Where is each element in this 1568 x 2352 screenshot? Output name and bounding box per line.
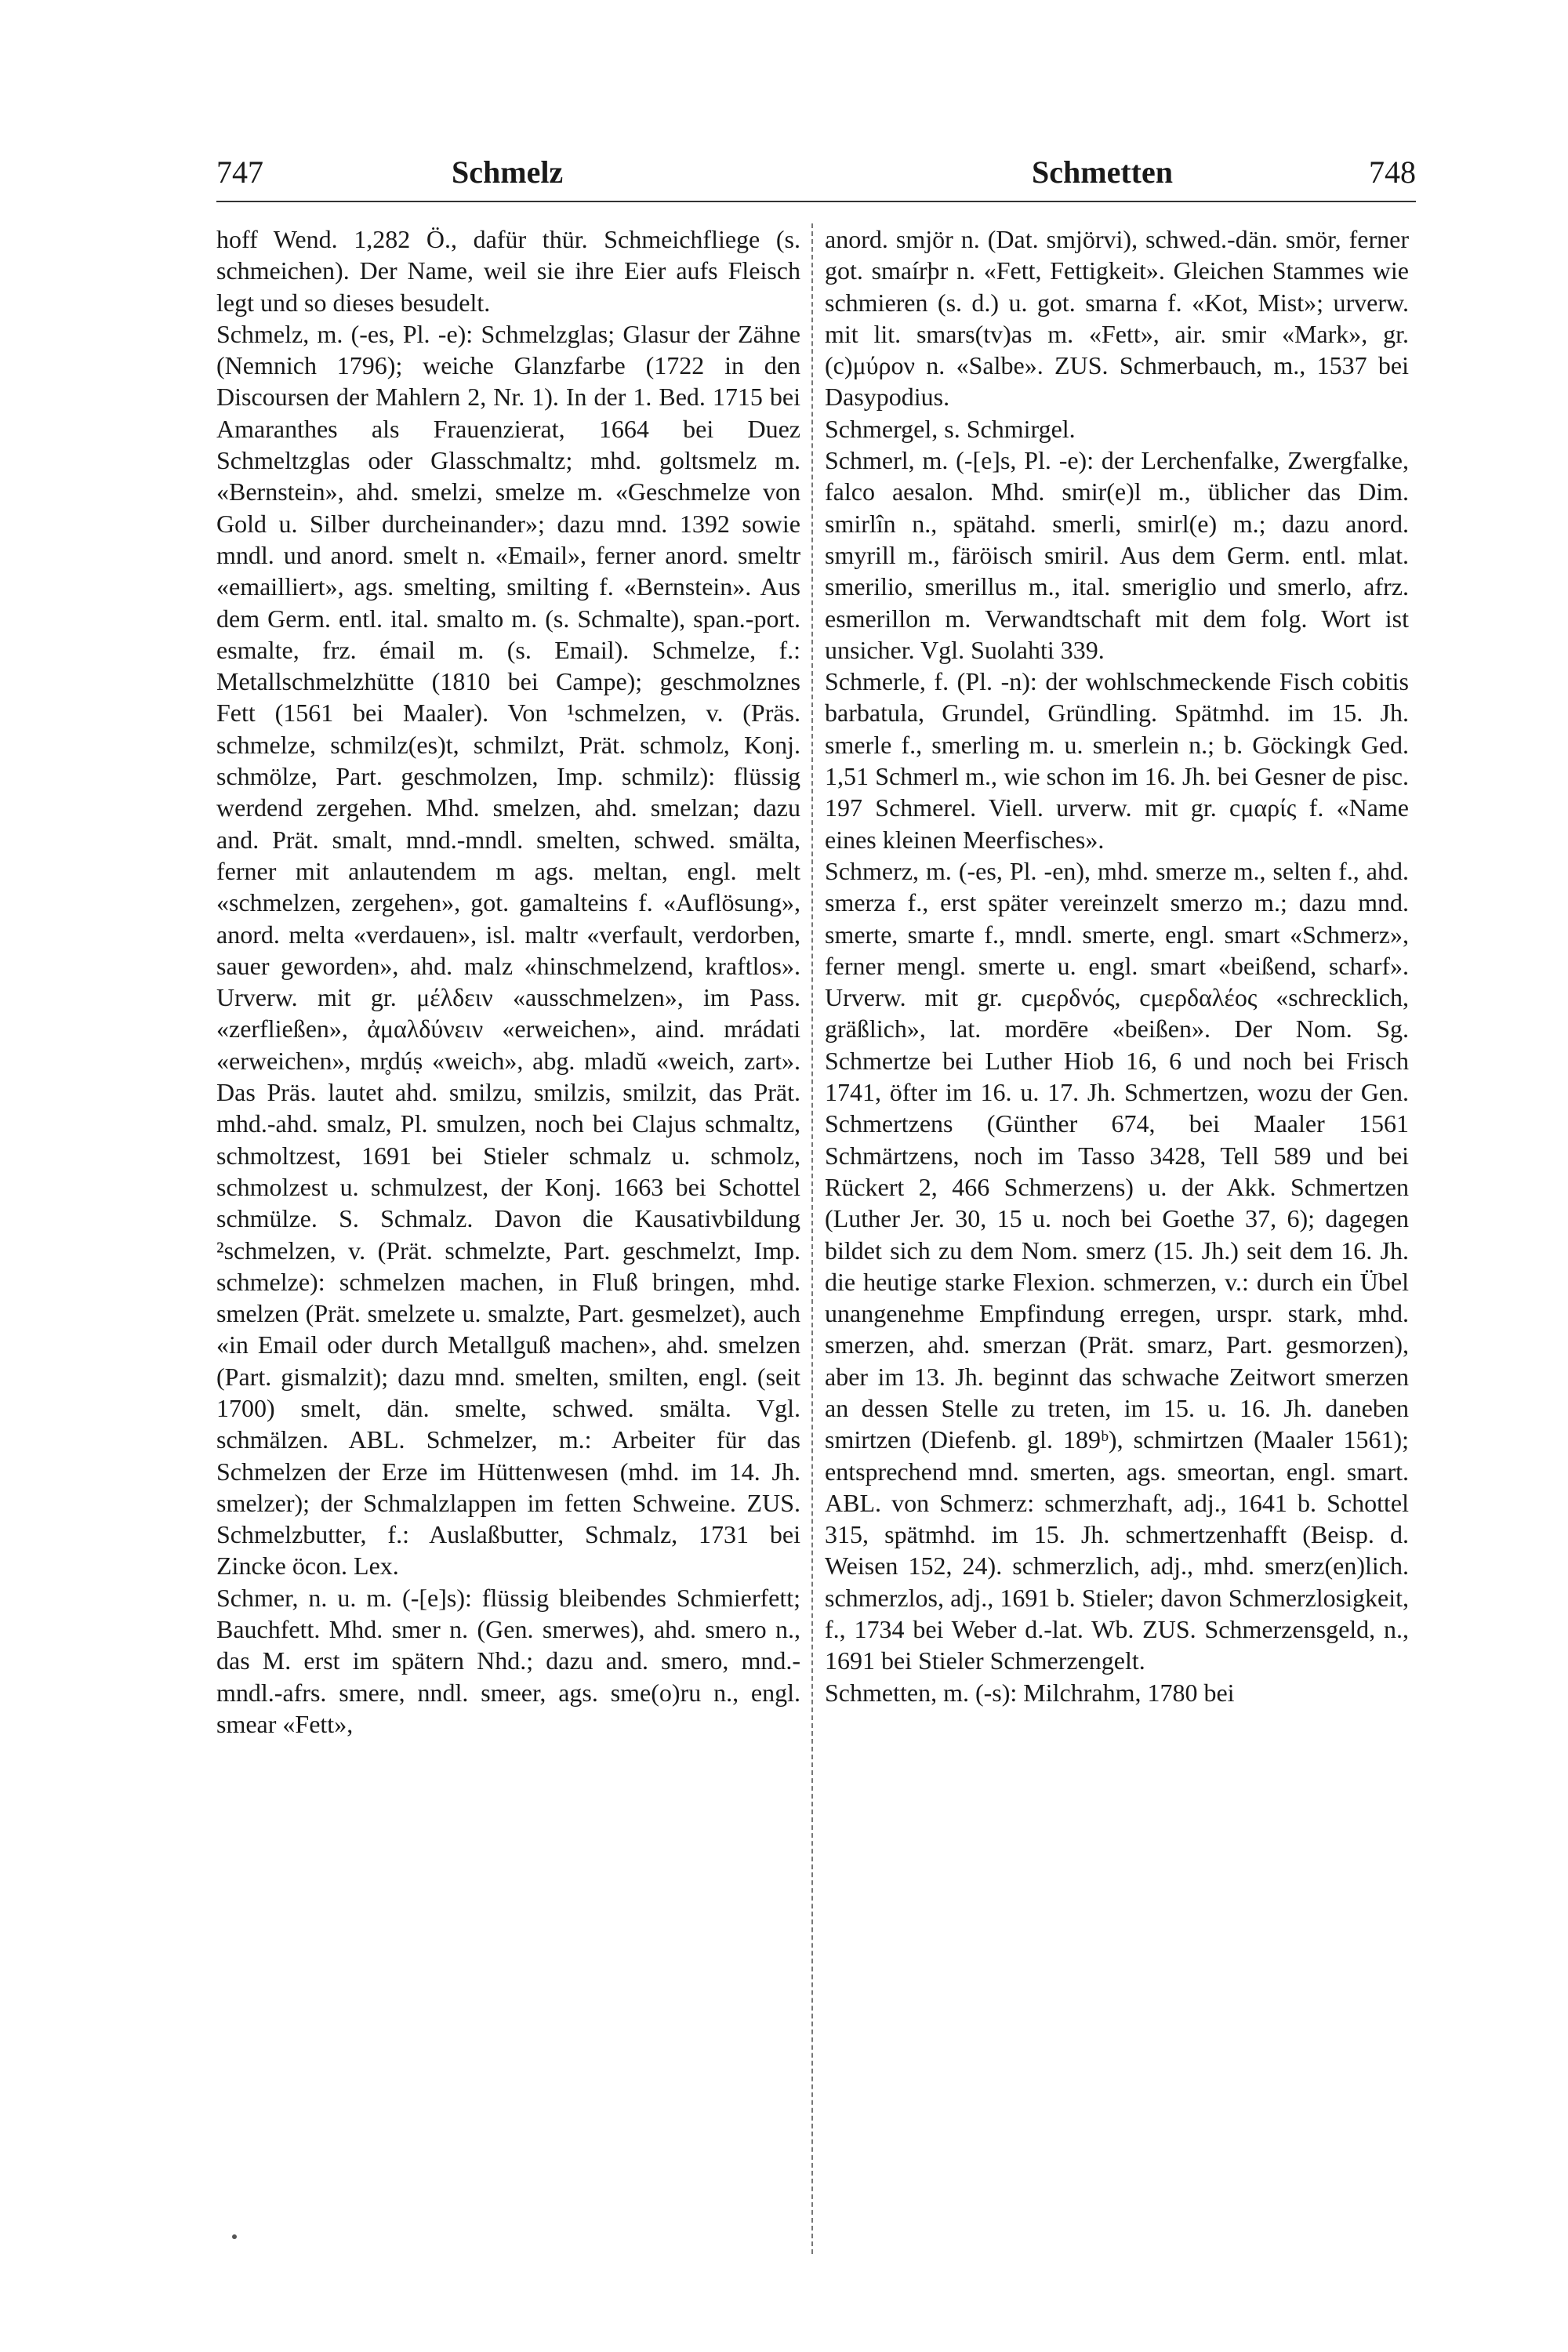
entry-paragraph: hoff Wend. 1,282 Ö., dafür thür. Schmeichfliege (s. schmeichen). Der Name, weil sie ihre Eier aufs Fleisch legt und so dieses besudelt. [216, 225, 800, 317]
entry-paragraph: anord. smjör n. (Dat. smjörvi), schwed.-dän. smör, ferner got. smaírþr n. «Fett, Fettigkeit». Gleichen Stammes wie schmieren (s. d.) u. got. smarna f. «Kot, Mist»; urverw. mit lit. smars(tv)as m. «Fett», air. smir «Mark», gr. (c)μύρον n. «Salbe». ZUS. Schmerbauch, m., 1537 bei Dasypodius. [825, 225, 1409, 412]
right-column [825, 223, 1409, 2254]
running-header [216, 154, 1416, 201]
entry-paragraph: Schmerle, f. (Pl. -n): der wohlschmeckende Fisch cobitis barbatula, Grundel, Gründling. Spätmhd. im 15. Jh. smerle f., smerling m. u. smerlein n.; b. Göckingk Ged. 1,51 Schmerl m., wie schon im 16. Jh. bei Gesner de pisc. 197 Schmerel. Viell. urverw. mit gr. cμαρίς f. «Name eines kleinen Meerfisches». [825, 667, 1409, 854]
entry-paragraph: Schmerl, m. (-[e]s, Pl. -e): der Lerchenfalke, Zwergfalke, falco aesalon. Mhd. smir(e)l m., üblicher das Dim. smirlîn n., spätahd. smerli, smirl(e) m.; dazu anord. smyrill m., färöisch smiril. Aus dem Germ. entl. mlat. smerilio, smerillus m., ital. smeriglio und smerlo, afrz. esmerillon m. Verwandtschaft mit dem folg. Wort ist unsicher. Vgl. Suolahti 339. [825, 446, 1409, 664]
page-number-left: 747 [216, 154, 263, 190]
page-number-right: 748 [1369, 154, 1416, 190]
guide-word-right: Schmetten [1032, 154, 1173, 190]
guide-word-left: Schmelz [452, 154, 564, 190]
entry-paragraph: Schmetten, m. (-s): Milchrahm, 1780 bei [825, 1678, 1235, 1707]
left-column [216, 223, 800, 2254]
entry-paragraph: Schmerz, m. (-es, Pl. -en), mhd. smerze m., selten f., ahd. smerza f., erst später vereinzelt smerzo m.; dazu mnd. smerte, smarte f., mndl. smerte, engl. smart «Schmerz», ferner mengl. smerte u. engl. smart «beißend, scharf». Urverw. mit gr. cμερδνός, cμερδαλέος «schrecklich, gräßlich», lat. mordēre «beißen». Der Nom. Sg. Schmertze bei Luther Hiob 16, 6 und noch bei Frisch 1741, öfter im 16. u. 17. Jh. Schmertzen, wozu der Gen. Schmertzens (Günther 674, bei Maaler 1561 Schmärtzens, noch im Tasso 3428, Tell 589 und bei Rückert 2, 466 Schmerzens) u. der Akk. Schmertzen (Luther Jer. 30, 15 u. noch bei Goethe 37, 6); dagegen bildet sich zu dem Nom. smerz (15. Jh.) seit dem 16. Jh. die heutige starke Flexion. schmerzen, v.: durch ein Übel unangenehme Empfindung erregen, urspr. stark, mhd. smerzen, ahd. smerzan (Prät. smarz, Part. gesmorzen), aber im 13. Jh. beginnt das schwache Zeitwort smerzen an dessen Stelle zu treten, im 15. u. 16. Jh. daneben smirtzen (Diefenb. gl. 189ᵇ), schmirtzen (Maaler 1561); entsprechend mnd. smerten, ags. smeortan, engl. smart. ABL. von Schmerz: schmerzhaft, adj., 1641 b. Schottel 315, spätmhd. im 15. Jh. schmertzenhafft (Beisp. d. Weisen 152, 24). schmerzlich, adj., mhd. smerz(en)lich. schmerzlos, adj., 1691 b. Stieler; davon Schmerzlosigkeit, f., 1734 bei Weber d.-lat. Wb. ZUS. Schmerzensgeld, n., 1691 bei Stieler Schmerzengelt. [825, 856, 1409, 1675]
entry-paragraph: Schmergel, s. Schmirgel. [825, 414, 1076, 443]
entry-paragraph: Schmelz, m. (-es, Pl. -e): Schmelzglas; Glasur der Zähne (Nemnich 1796); weiche Glanzfarbe (1722 in den Discoursen der Mahlern 2, Nr. 1). In der 1. Bed. 1715 bei Amaranthes als Frauenzierat, 1664 bei Duez Schmeltzglas oder Glasschmaltz; mhd. goltsmelz m. «Bernstein», ahd. smelzi, smelze m. «Geschmelze von Gold u. Silber durcheinander»; dazu mnd. 1392 sowie mndl. und anord. smelt n. «Email», ferner anord. smeltr «emailliert», ags. smelting, smilting f. «Bernstein». Aus dem Germ. entl. ital. smalto m. (s. Schmalte), span.-port. esmalte, frz. émail m. (s. Email). Schmelze, f.: Metallschmelzhütte (1810 bei Campe); geschmolznes Fett (1561 bei Maaler). Von ¹schmelzen, v. (Präs. schmelze, schmilz(es)t, schmilzt, Prät. schmolz, Konj. schmölze, Part. geschmolzen, Imp. schmilz): flüssig werdend zergehen. Mhd. smelzen, ahd. smelzan; dazu and. Prät. smalt, mnd.-mndl. smelten, schwed. smälta, ferner mit anlautendem m ags. meltan, engl. melt «schmelzen, zergehen», got. gamalteins f. «Auflösung», anord. melta «verdauen», isl. maltr «verfault, verdorben, sauer geworden», ahd. malz «hinschmelzend, kraftlos». Urverw. mit gr. μέλδειν «ausschmelzen», im Pass. «zerfließen», ἀμαλδύνειν «erweichen», aind. mrádati «erweichen», mr̥dúṣ «weich», abg. mladŭ «weich, zart». Das Präs. lautet ahd. smilzu, smilzis, smilzit, das Prät. mhd.-ahd. smalz, Pl. smulzen, noch bei Clajus schmaltz, schmoltzest, 1691 bei Stieler schmalz u. schmolz, schmolzest u. schmulzest, der Konj. 1663 bei Schottel schmülze. S. Schmalz. Davon die Kausativbildung ²schmelzen, v. (Prät. schmelzte, Part. geschmelzt, Imp. schmelze): schmelzen machen, in Fluß bringen, mhd. smelzen (Prät. smelzete u. smalzte, Part. gesmelzet), auch «in Email oder durch Metallguß machen», ahd. smelzen (Part. gismalzit); dazu mnd. smelten, smilten, engl. (seit 1700) smelt, dän. smelte, schwed. smälta. Vgl. schmälzen. ABL. Schmelzer, m.: Arbeiter für das Schmelzen der Erze im Hüttenwesen (mhd. im 14. Jh. smelzer); der Schmalzlappen im fetten Schweine. ZUS. Schmelzbutter, f.: Auslaßbutter, Schmalz, 1731 bei Zincke öcon. Lex. [216, 319, 800, 1581]
column-divider [811, 223, 813, 2254]
header-rule [216, 201, 1416, 202]
ink-speck [232, 2234, 237, 2239]
entry-paragraph: Schmer, n. u. m. (-[e]s): flüssig bleibendes Schmierfett; Bauchfett. Mhd. smer n. (Gen. smerwes), ahd. smero n., das M. erst im spätern Nhd.; dazu and. smero, mnd.-mndl.-afrs. smere, nndl. smeer, ags. sme(o)ru n., engl. smear «Fett», [216, 1583, 800, 1738]
